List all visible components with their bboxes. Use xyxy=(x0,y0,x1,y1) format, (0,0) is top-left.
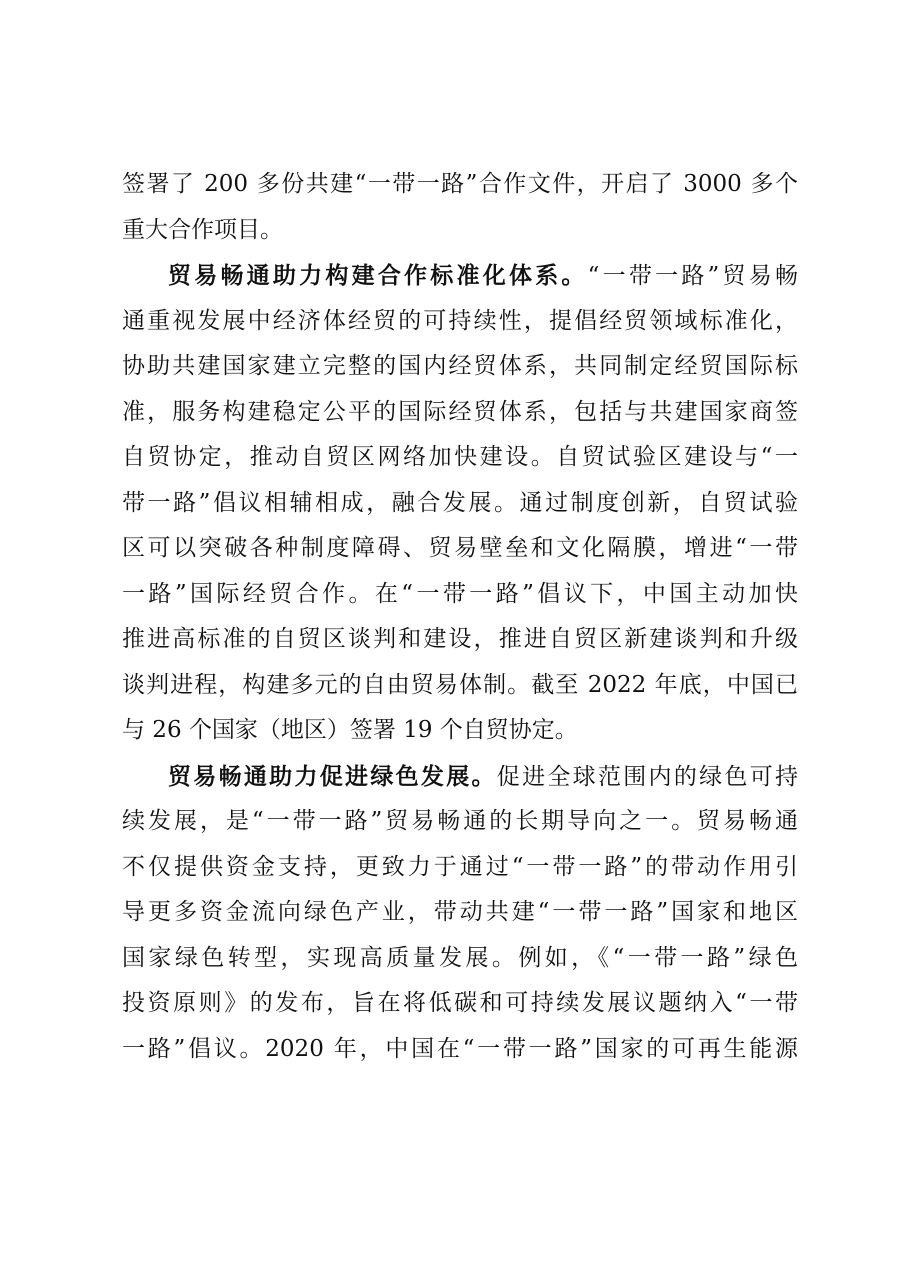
text-run: “一带一路”贸易畅 xyxy=(587,263,798,289)
text-line: 准，服务构建稳定公平的国际经贸体系，包括与共建国家商签 xyxy=(122,398,798,425)
text-line: 推进高标准的自贸区谈判和建设，推进自贸区新建谈判和升级 xyxy=(122,626,798,652)
text-line: 重大合作项目。 xyxy=(122,216,283,243)
text-line: 导更多资金流向绿色产业，带动共建“一带一路”国家和地区 xyxy=(122,899,798,925)
text-line: 一路”倡议。2020 年，中国在“一带一路”国家的可再生能源 xyxy=(122,1035,798,1062)
text-line: 一路”国际经贸合作。在“一带一路”倡议下，中国主动加快 xyxy=(122,580,798,607)
text-line: 自贸协定，推动自贸区网络加快建设。自贸试验区建设与“一 xyxy=(122,444,798,470)
text-line: 签署了 200 多份共建“一带一路”合作文件，开启了 3000 多个 xyxy=(122,171,798,197)
text-line: 协助共建国家建立完整的国内经贸体系，共同制定经贸国际标 xyxy=(122,353,798,379)
text-line: 谈判进程，构建多元的自由贸易体制。截至 2022 年底，中国已 xyxy=(122,671,798,698)
paragraph-heading: 贸易畅通助力构建合作标准化体系。 xyxy=(168,262,588,289)
paragraph-heading: 贸易畅通助力促进绿色发展。 xyxy=(168,762,497,790)
body-text xyxy=(122,162,798,1072)
text-line: 国家绿色转型，实现高质量发展。例如，《“一带一路”绿色 xyxy=(122,944,798,971)
text-line: 区可以突破各种制度障碍、贸易壁垒和文化隔膜，增进“一带 xyxy=(122,535,798,561)
text-line: 续发展，是“一带一路”贸易畅通的长期导向之一。贸易畅通 xyxy=(122,808,798,834)
text-line: 投资原则》的发布，旨在将低碳和可持续发展议题纳入“一带 xyxy=(122,990,798,1016)
paragraph-first-line xyxy=(122,754,798,800)
text-line: 与 26 个国家（地区）签署 19 个自贸协定。 xyxy=(122,717,578,743)
text-line: 通重视发展中经济体经贸的可持续性，提倡经贸领域标准化， xyxy=(122,307,798,334)
text-line: 不仅提供资金支持，更致力于通过“一带一路”的带动作用引 xyxy=(122,853,798,880)
text-line: 带一路”倡议相辅相成，融合发展。通过制度创新，自贸试验 xyxy=(122,489,798,516)
paragraph-first-line xyxy=(122,253,798,299)
text-run: 促进全球范围内的绿色可持 xyxy=(496,763,798,790)
